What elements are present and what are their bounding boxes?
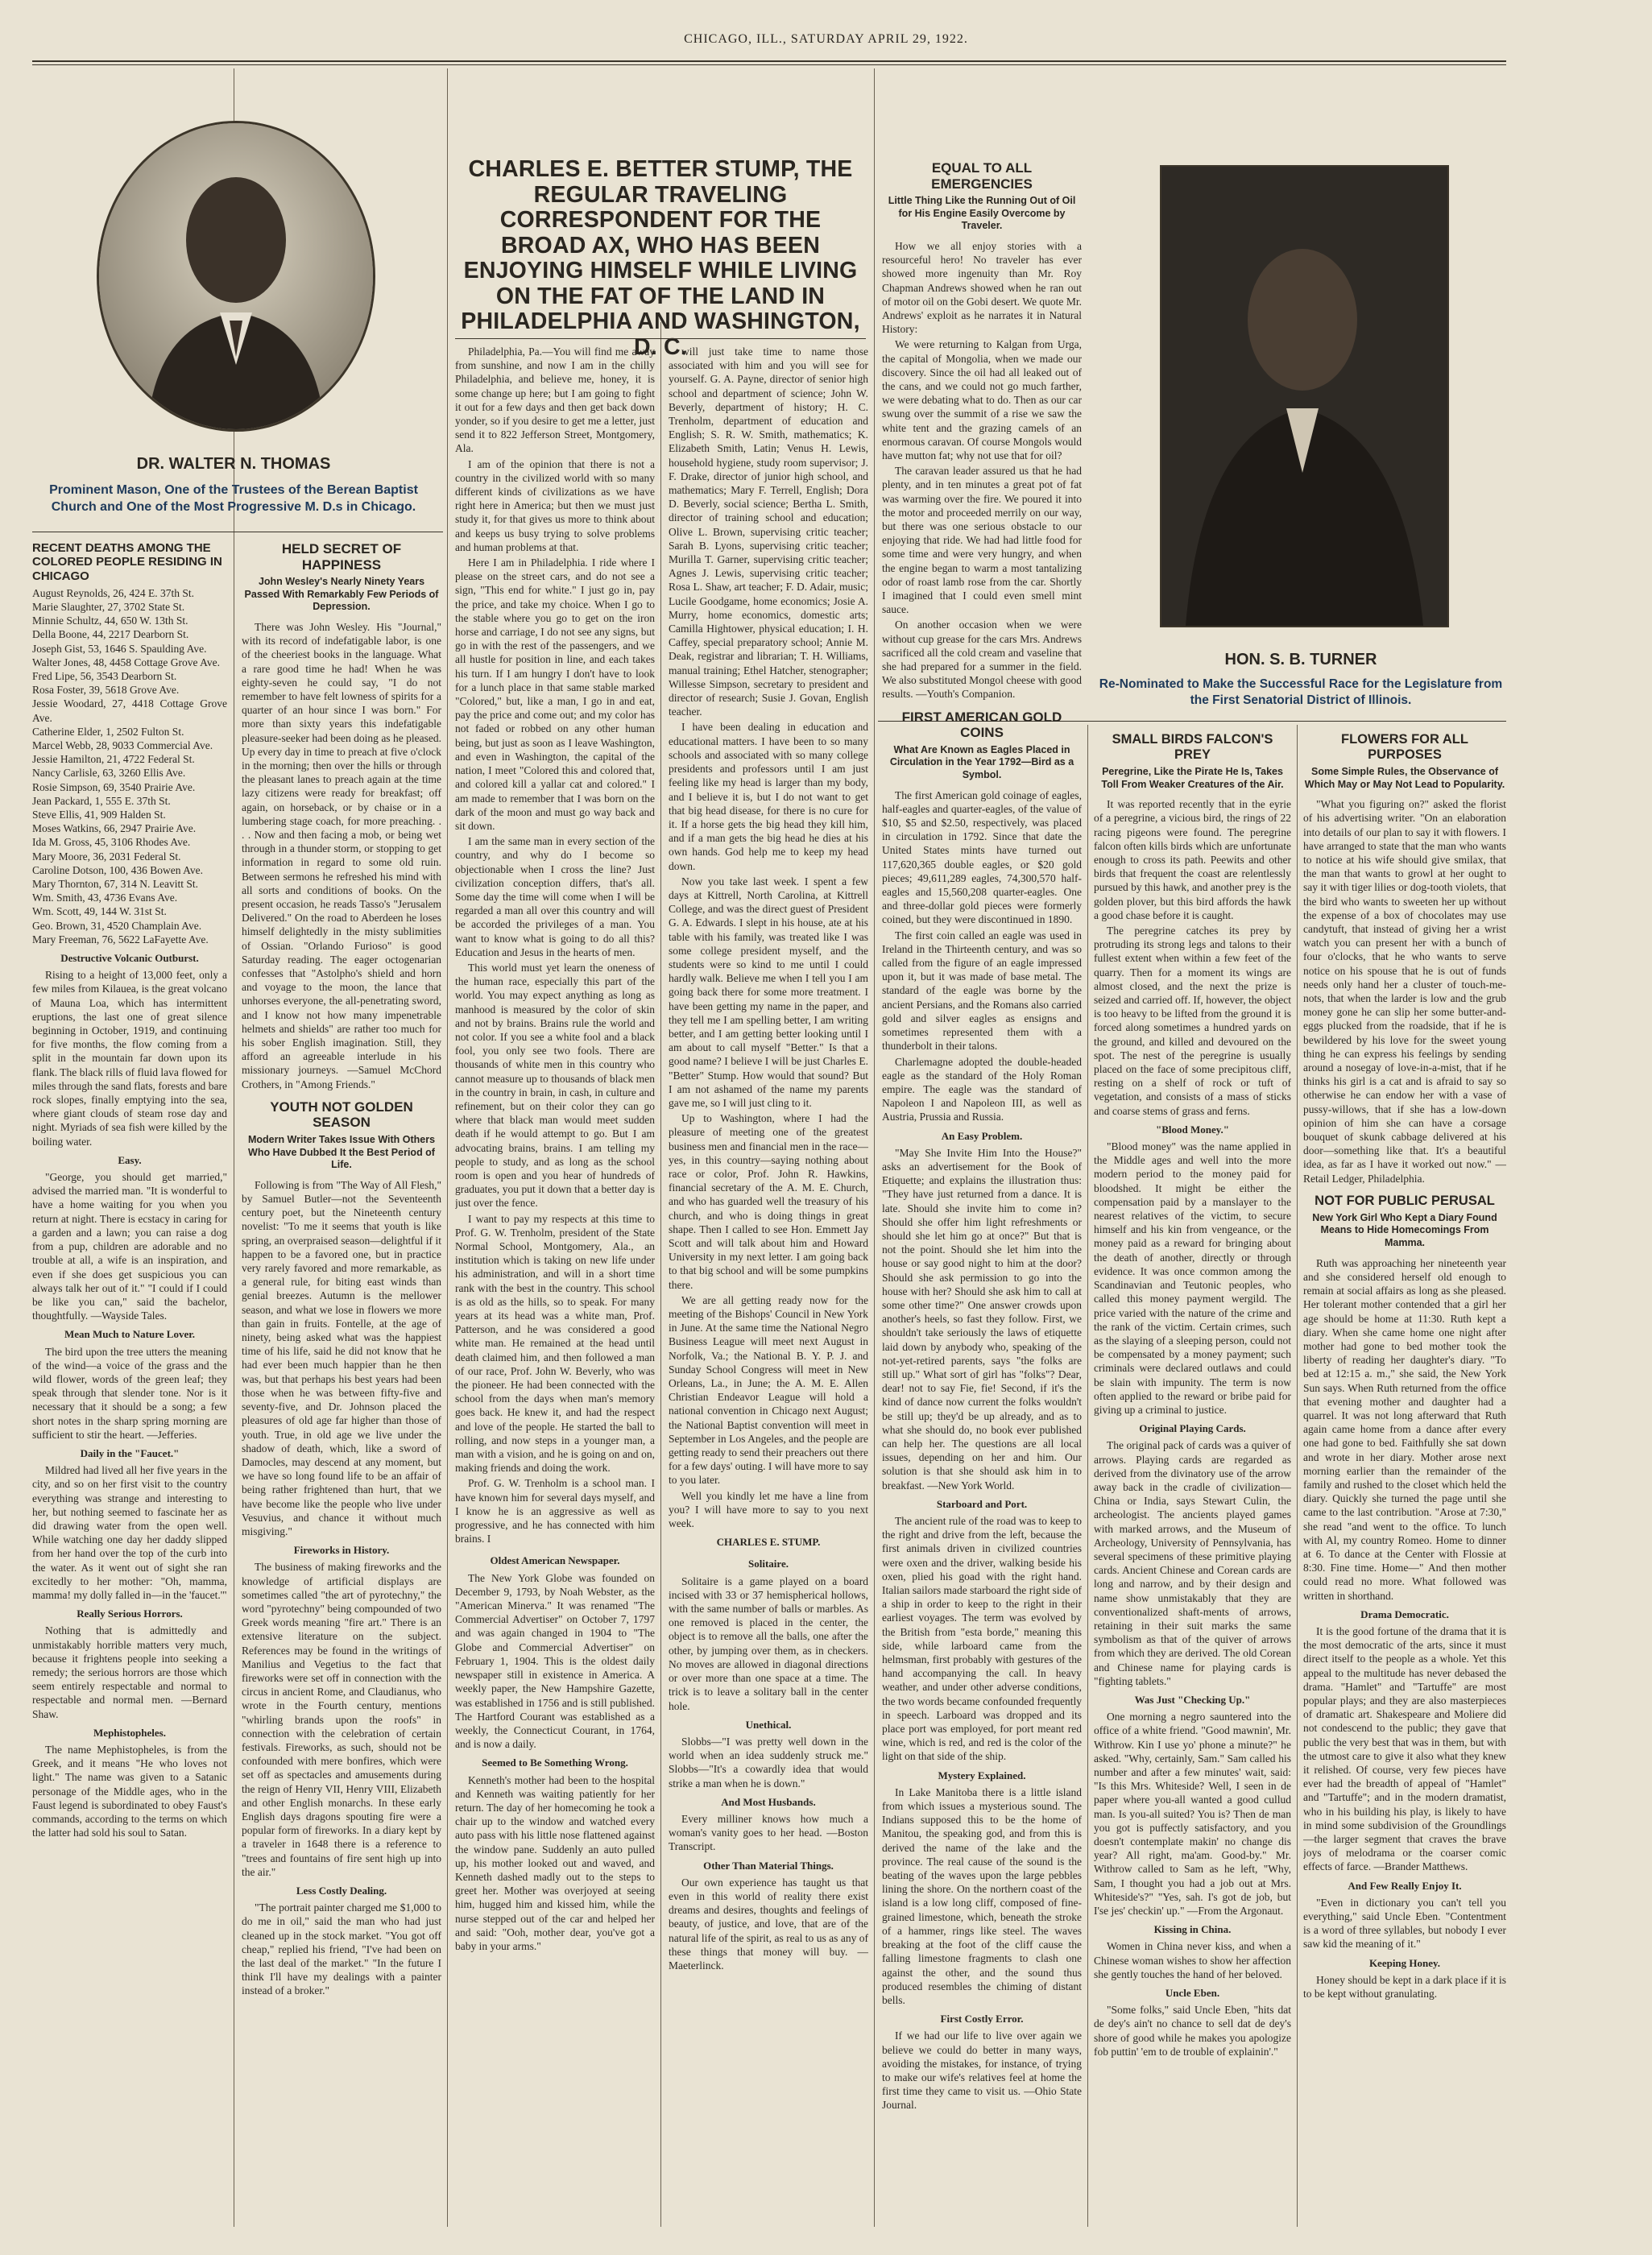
- column-rule: [660, 322, 661, 2227]
- enjoy-body: "Even in dictionary you can't tell you everything," said Uncle Eben. "Contentment is a word of three syllables, but nobody I ever saw kid the meaning of it.": [1303, 1896, 1506, 1951]
- checking-body: One morning a negro sauntered into the office of a white friend. "Good mawnin', Mr. Withrow. Kin I use yo' phone a minute?" he asked. "Why, certainly, Sam." Sam called his number and after a few minutes' wait, said: "Is this Mrs. Whiteside? Well, I seen in de paper where you-all wanted a good cullud man. Is you-all suited? You is? Then de man you got is puffectly satisfactory, and you doesn't contemplate makin' no change dis year? All right, ma'am. Good-by." Mr. Withrow called to Sam as he left, "Why, Sam, I thought you had a job out at Mrs. Whiteside's?" "Yes, sah. I's got de job, but I'se jes' checkin' up." —From the Argonaut.: [1094, 1711, 1291, 1918]
- gold-headline: FIRST AMERICAN GOLD COINS: [901, 709, 1062, 741]
- gold-paragraph: The first American gold coinage of eagles, half-eagles and quarter-eagles, of the value of $10, $5 and $2.50, respectively, was placed in circulation in 1792. Since that date the United States mints have turned out 117,620,365 double eagles, or $20 gold pieces; 49,611,289 eagles, 74,300,570 half-eagles and 15,560,208 quarter-eagles. One and three-dollar gold pieces were formerly coined, but they were discontinued in 1890.: [882, 788, 1082, 926]
- turner-name: HON. S. B. TURNER: [1224, 651, 1377, 668]
- emergencies-subhead: Little Thing Like the Running Out of Oil for His Engine Easily Overcome by Traveler.: [888, 195, 1076, 232]
- thomas-portrait-image: [99, 123, 373, 429]
- volcanic-headline: Destructive Volcanic Outburst.: [60, 952, 199, 965]
- emergencies-paragraph: We were returning to Kalgan from Urga, the capital of Mongolia, when we made our discovery. Since the oil had all leaked out of the cans, and we could not go much farther, we were debating what to do. Then as our car swung over the summit of a rise we saw the white tent and the grazing camels of an enormous caravan. Of course Mongols would have mutton fat; why not use that for oil?: [882, 338, 1082, 462]
- stump-paragraph: We are all getting ready now for the meeting of the Bishops' Council in New York in June. At the same time the National Negro Business League will meet next August in Norfolk, Va.; the National B. Y. P. J. and Sunday School Congress will meet in New Orleans, La., in June; the A. M. E. Allen Christian Endeavor League will hold a national convention in Chicago next August; the National Baptist convention will meet in September in Los Angeles, and the people are getting ready to send their preachers out there for a few days' outing. I will have more to say to you later.: [669, 1293, 868, 1487]
- emergencies-paragraph: The caravan leader assured us that he had plenty, and in ten minutes a great pot of fat was warming over the fire. We poured it into the motor and proceeded merrily on our way, but there was one serious obstacle to our enjoying that ride. We had had little food for some time and were very hungry, and when the engine began to warm a most tantalizing odor of roast lamb rose from the car. Shortly I imagined that I could even smell mint sauce.: [882, 465, 1082, 616]
- column-3: [455, 345, 655, 2225]
- dealing-headline: Less Costly Dealing.: [296, 1885, 387, 1897]
- golden-subhead: Modern Writer Takes Issue With Others Who Have Dubbed It the Best Period of Life.: [247, 1133, 436, 1171]
- death-entry: Walter Jones, 48, 4458 Cottage Grove Ave.: [32, 656, 220, 668]
- death-entry: Fred Lipe, 56, 3543 Dearborn St.: [32, 669, 177, 682]
- column-6: [1094, 729, 1291, 2225]
- wesley-body: There was John Wesley. His "Journal," with its record of indefatigable labor, is one of the cheeriest books in the language. What a rare good time he had! When he was eighty-seven he could say, "I do not remember to have felt lowness of spirits for a quarter of an hour since I was born." For more than sixty years this indefatigable pleasure-seeker had been doing as he pleased. Up every day in time to preach at five o'clock in the morning; then over the hills or through the pleasant lanes to preach again at the time lazy citizens were ready for breakfast; off again, on horseback, or by chaise or in a lumbering stage coach, for more preaching. . . . Now and then facing a mob, or being wet through in a thunder storm, or stopping to get information in regard to some old ruin. Between sermons he refreshed his mind with all sorts and conditions of books. On the present occasion, he reads Tasso's "Jerusalem Delivered." On the road to Aberdeen he loses himself delightedly in the misty sublimities of Ossian. "Orlando Furioso" is good Saturday reading. The eager octogenarian confesses that "Astolpho's shield and horn and voyage to the moon, the lance that unhorses everyone, the all-penetrating sword, and I know not how many impenetrable helmets and shields" are rather too much for his sober English imagination. Still, they afford an agreeable interlude in his missionary journeys. —Samuel McChord Crothers, in "Among Friends.": [242, 620, 441, 1090]
- stump-paragraph: I want to pay my respects at this time to Prof. G. W. Trenholm, president of the State Normal School, Montgomery, Ala., an institution which is taking on new life under his administration, and will in a short time rank with the best in the country. This school is as old as the hills, so to speak. For many years at its head was a white man, Prof. Patterson, and he was considered a good white man. He remained at the head until death claimed him, and then followed a man of our race, Prof. John W. Beverly, who was the pioneer. He had been connected with the school from the days when man's memory goes back. He knew it, and had the respect and love of the people. He started the ball to rolling, and now steps in a younger man, a man with a vision, and he is going on and on, making friends and doing the work.: [455, 1212, 655, 1475]
- golden-body: Following is from "The Way of All Flesh," by Samuel Butler—not the Seventeenth century poet, but the Nineteenth century novelist: "To me it seems that youth is like spring, an overpraised season—delightful if it happen to be a favored one, but in practice very rarely favored and more remarkable, as a general rule, for biting east winds than genial breezes. Autumn is the mellower season, and what we lose in flowers we more than gain in fruits. Fontelle, at the age of ninety, being asked what was the happiest time of his life, said he did not know that he had ever been much happier than he then was, but that perhaps his best years had been those when he was between fifty-five and seventy-five, and Dr. Johnson placed the pleasures of old age far higher than those of youth. True, in old age we live under the shadow of death, which, like a sword of Damocles, may descend at any moment, but we have so long found life to be an affair of being rather frightened than hurt, that we have become like the people who live under Vesuvius, and chance it without much misgiving.": [242, 1178, 441, 1537]
- death-entry: Mary Moore, 36, 2031 Federal St.: [32, 850, 181, 863]
- stump-paragraph: I am the same man in every section of the country, and why do I become so objectionable when I cross the line? Just civilization conception differs, that's all. Some day the time will come when I will be regarded a man all over this country and will be accorded the privileges of a man. You want to know what is going to do all this? Education and Jesus in the hearts of men.: [455, 835, 655, 958]
- faucet-body: Mildred had lived all her five years in the city, and so on her first visit to the country everything was strange and interesting to her, but nothing seemed to fascinate her as did drawing water from the open well. While watching one day her daddy slipped from her hand over the top of the curb into the water. As it went out of sight she ran excitedly to her mother: "Oh, mamma, mamma! my dolly falled in—in the 'faucet.'": [32, 1464, 227, 1601]
- ebon-headline: Uncle Eben.: [1165, 1987, 1220, 2000]
- honey-body: Honey should be kept in a dark place if it is to be kept without granulating.: [1303, 1973, 1506, 2001]
- death-entry: Jessie Woodard, 27, 4418 Cottage Grove Ave.: [32, 697, 227, 724]
- death-entry: Nancy Carlisle, 63, 3260 Ellis Ave.: [32, 767, 186, 780]
- death-entry: Catherine Elder, 1, 2502 Fulton St.: [32, 725, 184, 738]
- death-entry: Moses Watkins, 66, 2947 Prairie Ave.: [32, 822, 197, 835]
- starboard-body: The ancient rule of the road was to keep to the right and drive from the left, because the first animals driven in civilized countries were oxen and the driver, walking beside his oxen, plied his goad with the right hand. Italian sailors made starboard the right side of a ship in order to keep to the right in their earliest voyages. The term was evolved by the British from "esta borde," meaning this side, while larboard came from the helmsman, first probably with gestures of the hand accompanying the call. In heavy weather, and under other adverse conditions, the two words became confounded frequently in speech. Larboard was dropped and its place port was employed, for port meant red wine, which is red, and red is the color of the light on that side of the ship.: [882, 1515, 1082, 1763]
- turner-caption: Re-Nominated to Make the Successful Race for the Legislature from the First Senatorial District of Illinois.: [1099, 677, 1503, 707]
- stump-paragraph: I have been dealing in education and educational matters. I have been to so many schools and associated with so many college presidents and professors until I am just feeling like my head is larger than my body, and I believe it is, but I do not want to get that big head disease, for there is no cure for it. If a horse gets the big head they kill him, and if a man gets the big head he dies at his own hands. God help me to keep my head down.: [669, 721, 868, 872]
- turner-portrait-frame: [1160, 165, 1449, 627]
- turner-portrait-image: [1161, 167, 1447, 626]
- drama-body: It is the good fortune of the drama that it is the most democratic of the arts, since it must direct itself to the people as a whole. Yet this appeal to the multitude has never debased the drama. "Hamlet" and "Tartuffe" are most popular plays; and they are also masterpieces of dramatic art. Shakespeare and Moliere did not condescend to the public; they gave that public the very best that was in them, but with the utmost care to give it also what they knew it relished. Of course, very few pieces have ever had the breadth of appeal of "Hamlet" and "Tartuffe"; and in the modern dramatist, who in his building his play, is likely to have in mind some subdivision of the Groundlings—the larger segment that craves the brave joys of melodrama or the coarser comic effects of farce. —Brander Matthews.: [1303, 1625, 1506, 1873]
- cards-headline: Original Playing Cards.: [1139, 1422, 1246, 1435]
- death-entry: Wm. Smith, 43, 4736 Evans Ave.: [32, 892, 178, 904]
- newspaper-headline: Oldest American Newspaper.: [490, 1554, 620, 1567]
- stump-paragraph: Prof. G. W. Trenholm is a school man. I have known him for several days myself, and I know he is an aggressive as well as progressive, and he has connected with him brains. I: [455, 1477, 655, 1545]
- death-entry: Della Boone, 44, 2217 Dearborn St.: [32, 628, 189, 641]
- flowers-headline: FLOWERS FOR ALL PURPOSES: [1341, 732, 1468, 762]
- death-entry: Geo. Brown, 31, 4520 Champlain Ave.: [32, 919, 202, 932]
- birds-headline: SMALL BIRDS FALCON'S PREY: [1112, 732, 1273, 762]
- birds-paragraph: It was reported recently that in the eyrie of a peregrine, a vicious bird, the rings of 22 racing pigeons were found. The peregrine falcon often kills birds which are unfortunate enough to cross its path. Peewits and other birds that frequent the coast are relentlessly pursued by this hawk, and another prey is the golden plover, but this bird affords the hawk a good chase before it is caught.: [1094, 798, 1291, 921]
- stump-paragraph: I am of the opinion that there is not a country in the civilized world with so many different kinds of civilizations as we have right here in America; but then we must just study it, for that gives us more to think about and keeps us busy trying to solve problems and human problems at that.: [455, 457, 655, 553]
- perusal-headline: NOT FOR PUBLIC PERUSAL: [1315, 1193, 1495, 1208]
- death-entry: Marie Slaughter, 27, 3702 State St.: [32, 600, 185, 613]
- treasures-headline: Other Than Material Things.: [703, 1859, 834, 1872]
- unethical-headline: Unethical.: [745, 1718, 792, 1731]
- death-entry: August Reynolds, 26, 424 E. 37th St.: [32, 586, 195, 599]
- thomas-caption: Prominent Mason, One of the Trustees of the Berean Baptist Church and One of the Most Progressive M. D.s in Chicago.: [49, 483, 418, 514]
- thomas-portrait-frame: [97, 121, 375, 432]
- fireworks-body: The business of making fireworks and the knowledge of artificial displays are sometimes called "the art of pyrotechny," the word "pyrotechny" being compounded of two Greek words meaning "fire art." There is an extensive literature on the subject. References may be found in the writings of Manilius and Vegetius to the fact that fireworks were set off in connection with the circus in ancient Rome, and Claudianus, who wrote in the Fourth century, mentions "whirling brands upon the roofs" in connection with the celebration of certain festivals. Fireworks, as such, should not be confounded with mere bonfires, which were set off as spectacles and amusements during the reign of Henry VII, Henry VIII, Elizabeth and other English monarchs. In these early English days dragons spouting fire were a popular form of fireworks. In a diary kept by a traveler in 1648 there is a reference to "trees and fountains of fire sent high up into the air.": [242, 1561, 441, 1878]
- fireworks-headline: Fireworks in History.: [293, 1544, 390, 1557]
- horrors-headline: Really Serious Horrors.: [77, 1607, 183, 1620]
- easy-headline: Easy.: [118, 1153, 142, 1166]
- gold-paragraph: The first coin called an eagle was used in Ireland in the Thirteenth century, and was so called from the figure of an eagle impressed upon it, but it was made of base metal. The standard of the eagle was borne by the ancient Persians, and the Romans also carried gold and silver eagles as ensigns and sometimes represented them with a thunderbolt in their talons.: [882, 929, 1082, 1053]
- mephisto-headline: Mephistopheles.: [93, 1726, 166, 1739]
- stump-paragraph: Philadelphia, Pa.—You will find me away from sunshine, and now I am in the chilly Philadelphia, and believe me, honey, it is some change up here; but I am going to fight it out for a few days and then get back down yonder, so if you desire to get me a letter, just send it to 822 Jefferson Street, Montgomery, Ala.: [455, 345, 655, 455]
- cards-body: The original pack of cards was a quiver of arrows. Playing cards are regarded as derived from the divinatory use of the arrow away back in the cradle of civilization—China or India, says Stewart Culin, the archeologist. The ancients played games with marked arrows, and the Museum of Archeology, University of Pennsylvania, has several specimens of these primitive playing cards. Ancient Chinese and Corean cards are long and narrow, and by their design and name show unmistakably that they are conventionalized shaft-ments of arrows, retaining in their suit marks the same symbolism as that of the quiver of arrows from which they are derived. The old Corean and Chinese name for playing cards is "fighting tablets.": [1094, 1439, 1291, 1687]
- dealing-body: "The portrait painter charged me $1,000 to do me in oil," said the man who had just cleaned up in the stock market. "You got off cheap," replied his friend, "I've had been on the last deal of the market." "In the future I think I'll have my dealings with a painter instead of a broker.": [242, 1901, 441, 1997]
- thomas-name: DR. WALTER N. THOMAS: [136, 455, 331, 473]
- wesley-subhead: John Wesley's Nearly Ninety Years Passed With Remarkably Few Periods of Depression.: [244, 576, 439, 613]
- column-7: [1303, 729, 1506, 2225]
- death-entry: Caroline Dotson, 100, 436 Bowen Ave.: [32, 863, 203, 876]
- death-entry: Rosa Foster, 39, 5618 Grove Ave.: [32, 684, 180, 697]
- stump-headline: CHARLES E. BETTER STUMP, THE REGULAR TRAVELING CORRESPONDENT FOR THE BROAD AX, WHO HAS BEEN ENJOYING HIMSELF WHILE LIVING ON THE FAT OF THE LAND IN PHILADELPHIA AND WASHINGTON, D. C.: [461, 156, 860, 360]
- error-headline: First Costly Error.: [940, 2013, 1024, 2025]
- emergencies-headline: EQUAL TO ALL EMERGENCIES: [931, 160, 1033, 192]
- death-entry: Mary Thornton, 67, 314 N. Leavitt St.: [32, 878, 198, 891]
- perusal-subhead: New York Girl Who Kept a Diary Found Means to Hide Homecomings From Mamma.: [1312, 1211, 1497, 1249]
- flowers-body: "What you figuring on?" asked the florist of his advertising writer. "On an elaboration into details of our plan to say it with flowers. I have arranged to state that the man who wants to notice at his wife should give smilax, that the man that wants to growl at her ought to say it with tiger lilies or dog-tooth violets, that the bird who wants to sweeten her up without the expense of a box of chocolates may use candytuft, that instead of giving her a wrist watch you can present her with a bunch of four o'clocks, that he who wants to serve notice on his spouse that he is out of funds needs only hand her a cluster of touch-me-nots, that when the larder is low and the grub money gone he can slip her some butter-and-eggs plucked from the roadside, that if he is bewildered by his love for the sweet young thing he can express his feelings by sending around a nosegay of love-in-a-mist, that if he thinks his girl is a cat and is afraid to say so otherwise he can endow her with a vase of pussy-willows, that if she has a low-down opinion of him she can have a corsage bouquet of skunk cabbage delivered at his door—something like that. It's a beautiful idea, as far as I have it worked out now." —Retail Ledger, Philadelphia.: [1303, 798, 1506, 1185]
- solitaire-body: Solitaire is a game played on a board incised with 33 or 37 hemispherical hollows, with the same number of balls or marbles. As one removed is placed in the center, the object is to remove all the balls, one after the other, by jumping over them, as in checkers. No moves are allowed in diagonal directions or over more than one space at a time. The trick is to leave a solitary ball in the center hole.: [669, 1574, 868, 1712]
- death-entry: Wm. Scott, 49, 144 W. 31st St.: [32, 905, 167, 918]
- death-entry: Minnie Schultz, 44, 650 W. 13th St.: [32, 614, 188, 627]
- wrong-body: Kenneth's mother had been to the hospital and Kenneth was waiting patiently for her return. The day of her homecoming he took a chair up to the window and watched every auto pass with his little nose flattened against the window pane. Suddenly an auto pulled up, his mother looked out and waved, and Kenneth dashed madly out to the steps to greet her. Mother was overjoyed at seeing him, hugged him and kissed him, while the nurse stepped out of the car and helped her and said: "Ooh, mother dear, you've got a baby in your arms.": [455, 1773, 655, 1952]
- column-4: [669, 345, 868, 2225]
- checking-headline: Was Just "Checking Up.": [1134, 1693, 1251, 1706]
- stump-paragraph: Now you take last week. I spent a few days at Kittrell, North Carolina, at Kittrell College, and was the direct guest of President G. A. Edwards. I slept in his house, ate at his table with his family, was treated like I was some college president myself, and the students were so kind to me until I could hardly walk. Believe me when I tell you I am going back there for some more treatment. I have been getting my name in the paper, and they tell me I am spelling better, I am writing better, and I am getting better looking until I am about to call myself "Better." Is that a good name? I believe I will be just Charles E. "Better" Stump. How would that sound? But I am not ashamed of the name my parents gave me, so I will just cling to it.: [669, 875, 868, 1109]
- easy-body: "George, you should get married," advised the married man. "It is wonderful to have a home waiting for you when you return at night. There is ecstacy in caring for a garden and a lawn; you can raise a dog from a pup, children are adorable and no trouble at all, a wife is an inspiration, and even if she does get suspicious you can always talk her out of it." "I could if I could be like you can," said the bachelor, thoughtfully. —Wayside Tales.: [32, 1171, 227, 1322]
- death-entry: Jean Packard, 1, 555 E. 37th St.: [32, 794, 171, 807]
- deaths-headline: RECENT DEATHS AMONG THE COLORED PEOPLE RESIDING IN CHICAGO: [32, 541, 222, 583]
- enjoy-headline: And Few Really Enjoy It.: [1348, 1879, 1462, 1892]
- stump-paragraph: This world must yet learn the oneness of the human race, especially this part of the world. You may expect anything as long as manhood is measured by the color of skin and not by brains. Brains rule the world and not color. If you see a white fool and a black fool, you only see two fools. There are thousands of white men in this country who cannot measure up to thousands of black men in the country in brain, in cash, in culture and refinement, but on their color they can go where that black man would meet sudden death if he would attempt to go. But I am advocating brains, brains. I am telling my people to study, and as long as the school room is open and you hear of hundreds of graduates, you put it down that a better day is just over the fence.: [455, 961, 655, 1210]
- column-rule: [874, 68, 875, 2227]
- wesley-headline: HELD SECRET OF HAPPINESS: [281, 541, 402, 573]
- deaths-list: [32, 586, 227, 946]
- death-entry: Ida M. Gross, 45, 3106 Rhodes Ave.: [32, 836, 191, 849]
- husbands-headline: And Most Husbands.: [721, 1795, 816, 1808]
- birds-subhead: Peregrine, Like the Pirate He Is, Takes Toll From Weaker Creatures of the Air.: [1101, 765, 1284, 790]
- death-entry: Steve Ellis, 41, 909 Halden St.: [32, 809, 166, 821]
- wrong-headline: Seemed to Be Something Wrong.: [482, 1756, 628, 1769]
- death-entry: Joseph Gist, 53, 1646 S. Spaulding Ave.: [32, 642, 207, 655]
- kissing-body: Women in China never kiss, and when a Chinese woman wishes to show her affection she gently touches the hand of her beloved.: [1094, 1940, 1291, 1980]
- death-entry: Rosie Simpson, 69, 3540 Prairie Ave.: [32, 780, 196, 793]
- stump-signature: CHARLES E. STUMP.: [716, 1536, 821, 1549]
- unethical-body: Slobbs—"I was pretty well down in the world when an idea suddenly struck me." Slobbs—"It's a cowardly idea that would strike a man when he is down.": [669, 1735, 868, 1790]
- volcanic-body: Rising to a height of 13,000 feet, only a few miles from Kilauea, is the great volcano of Mauna Loa, which has intermittent eruptions, the last one of great silence beginning in October, 1919, and continuing for five months, the flow coming from a split in the mountain far down upon its flank. The black rills of fluid lava flowed for miles through the sand flats, forests and bare rock slopes, finally emptying into the sea, where giant clouds of steam rose day and night. Myriads of sea fish were killed by the boiling water.: [32, 969, 227, 1148]
- nature-headline: Mean Much to Nature Lover.: [64, 1328, 196, 1341]
- stump-paragraph: Well you kindly let me have a line from you? I will have more to say to you next week.: [669, 1489, 868, 1530]
- faucet-headline: Daily in the "Faucet.": [80, 1446, 180, 1459]
- horrors-body: Nothing that is admittedly and unmistakably horrible matters very much, because it frightens people into seeking a remedy; the serious horrors are those which seem entirely respectable and normal to respectable and normal men. —Bernard Shaw.: [32, 1624, 227, 1720]
- stump-paragraph: Here I am in Philadelphia. I ride where I please on the street cars, and do not see a sign, "This end for white." I just go in, pay the price, and take my choice. When I go to the stable where you go to get on the iron horse and carriage, I do not see any signs, but go in with the rest of the passengers, and we all hustle for position in line, and each takes his turn. If I am hungry I don't have to look for a lunch place in that same stable marked "Colored," but, like a man, I go in and eat, pay the price and come out; and my color has not faded or robbed on any other human being, but just as soon as I leave Washington, and even in Washington, the capital of the nation, I meet "Colored this and colored that, and colored kill a yallar cat and colored." I am made to remember that I was born on the dark of the moon and must go way back and sit down.: [455, 557, 655, 832]
- masthead-rule-thin: [32, 64, 1506, 65]
- husbands-body: Every milliner knows how much a woman's vanity goes to her head. —Boston Transcript.: [669, 1812, 868, 1853]
- death-entry: Marcel Webb, 28, 9033 Commercial Ave.: [32, 739, 213, 751]
- problem-body: "May She Invite Him Into the House?" asks an advertisement for the Book of Etiquette; and explains the illustration thus: "They have just returned from a dance. It is late. Should she invite him to come in? Should she offer him light refreshments or should she let him go at once?" But that is not the point. Should she let him into the house or say good night to him at the door? Should she ask permission to go into the house with her? Should she ask him to call at some other time?" One answer crowds upon another's heels, so fast they follow. First, we shouldn't take seriously the laws of etiquette laid down by anybody who, speaking of the not-yet-retired parents, says "the folks are still up." What sort of girl has "folks"? Dear, dear! not to say Fie, fie! Second, if it's the kind of dance now current the folks wouldn't be still up; they'd be up already, and as to what she should do, no book ever published can help her. The questions are all local issues, depending on her and him. Our solution is that she should ask him in to breakfast. —New York World.: [882, 1146, 1082, 1492]
- mystery-headline: Mystery Explained.: [938, 1769, 1026, 1781]
- error-body: If we had our life to live over again we believe we could do better in many ways, avoiding the mistakes, for instance, of trying to make our wife's relatives feel at home the first time they came to visit us. —Ohio State Journal.: [882, 2030, 1082, 2112]
- mystery-body: In Lake Manitoba there is a little island from which issues a mysterious sound. The Indians supposed this to be the home of Manitou, the speaking god, and from this is derived the name of the lake and the province. The real cause of the sound is the beating of the waves upon the large pebbles lining the shore. On the northern coast of the island is a low long cliff, composed of fine-grained limestone, which, beneath the stroke of a hammer, rings like steel. The waves breaking at the foot of the cliff cause the falling limestone fragments to clash one against the other, and the sound thus produced resembles the chiming of distant bells.: [882, 1785, 1082, 2006]
- honey-headline: Keeping Honey.: [1368, 1956, 1441, 1969]
- emergencies-paragraph: How we all enjoy stories with a resourceful hero! No traveler has ever showed more ingenuity than Mr. Roy Chapman Andrews showed when he ran out of motor oil on the Gobi desert. We quote Mr. Andrews' exploit as he narrates it in Natural History:: [882, 239, 1082, 336]
- emergencies-paragraph: On another occasion when we were without cup grease for the cars Mrs. Andrews sacrificed all the cold cream and vaseline that she had prepared for a summer in the field. We also substituted Mongol cheese with good results. —Youth's Companion.: [882, 619, 1082, 701]
- stump-paragraph: Up to Washington, where I had the pleasure of meeting one of the greatest business men and financial men in the race—yes, in this country—saying nothing about race or color, Prof. John R. Hawkins, financial secretary of the A. M. E. Church, and who has guarded well the treasury of his church, and who is doing things in great shape. Then I called to see Hon. Emmett Jay Scott and will talk about him and Howard University in my next letter. I am going back to that big school and will be some pumpkins there.: [669, 1112, 868, 1291]
- death-entry: Jessie Hamilton, 21, 4722 Federal St.: [32, 753, 195, 766]
- nature-body: The bird upon the tree utters the meaning of the wind—a voice of the grass and the wild flower, words of the green leaf; they speak through that slender tone. Nor is it necessary that it should be a song; a few short notes in the sharp spring morning are sufficient to stir the heart. —Jefferies.: [32, 1345, 227, 1441]
- column-2: [242, 538, 441, 2225]
- blood-headline: "Blood Money.": [1156, 1123, 1229, 1136]
- birds-paragraph: The peregrine catches its prey by protruding its strong legs and talons to their fullest extent when within a few feet of the quarry. Then for a moment its wings are almost closed, and the next the prize is seized and carried off. If, however, the object is too heavy to be lifted from the ground it is forced along sometimes a hundred yards on the ground, and killed and devoured on the spot. The nest of the peregrine is usually placed on the face of some precipitous cliff, resting on a shelf of rock or tuft of vegetation, and consists of a mass of sticks and coarse stems of grass and ferns.: [1094, 925, 1291, 1117]
- golden-headline: YOUTH NOT GOLDEN SEASON: [270, 1099, 413, 1131]
- ebon-body: "Some folks," said Uncle Eben, "hits dat de dey's ain't no chance to sell dat de dey's shore of good while he makes you apologize fob puttin' 'em to de trouble of explainin'.": [1094, 2004, 1291, 2058]
- gold-subhead: What Are Known as Eagles Placed in Circulation in the Year 1792—Bird as a Symbol.: [889, 743, 1074, 781]
- column-rule: [1087, 725, 1088, 2227]
- masthead-rule: [32, 60, 1506, 62]
- mephisto-body: The name Mephistopheles, is from the Greek, and it means "He who loves not light." The name was given to a Satanic personage of the Middle ages, who in the Faust legend is subordinated to obey Faust's commands, according to the terms on which the latter had sold his soul to Satan.: [32, 1744, 227, 1839]
- stump-rule: [455, 338, 866, 339]
- dateline: CHICAGO, ILL., SATURDAY APRIL 29, 1922.: [684, 32, 968, 46]
- death-entry: Mary Freeman, 76, 5622 LaFayette Ave.: [32, 933, 209, 945]
- column-1: [32, 538, 227, 2225]
- kissing-headline: Kissing in China.: [1153, 1923, 1232, 1936]
- flowers-subhead: Some Simple Rules, the Observance of Which May or May Not Lead to Popularity.: [1304, 765, 1505, 790]
- column-5: [882, 157, 1082, 2225]
- drama-headline: Drama Democratic.: [1360, 1607, 1449, 1620]
- starboard-headline: Starboard and Port.: [936, 1497, 1028, 1510]
- blood-body: "Blood money" was the name applied in the Middle ages and well into the more modern period to the money paid for bloodshed. It might be either the compensation paid by a manslayer to the nearest relatives of the victim, to secure himself and his kin from vengeance, or the money paid as a reward for bringing about the death of another, directly or through evidence. It was once common among the Scandinavian and Teutonic peoples, who called this money payment wergild. The price varied with the nature of the crime and the rank of the victim. Certain crimes, such as the slaying of a sleeping person, could not be compensated by a money payment; such criminals were declared outlaws and could be slain with impunity. The term is now often applied to the reward or bribe paid for giving up a criminal to justice.: [1094, 1140, 1291, 1416]
- column-rule: [447, 68, 448, 2227]
- problem-headline: An Easy Problem.: [941, 1129, 1023, 1142]
- column-rule: [1297, 725, 1298, 2227]
- perusal-body: Ruth was approaching her nineteenth year and she considered herself old enough to remain at social affairs as long as she pleased. Her tolerant mother contended that a girl her age should be home at 11:30. Ruth kept a diary. When she came home one night after mother had gone to bed mother took the liberty of reading her daughter's diary. "To bed at 12:15 a. m.," she said, the New York Sun says. When Ruth returned from the office that evening mother and daughter had a quarrel. It was not long afterward that Ruth again came home from a dance after every one had gone to bed. Faithfully she sat down and wrote in her diary. Mother arose next morning earlier than the remainder of the family and rushed to the closet which held the diary. Quickly she turned the page until she came to the last contribution. "Arose at 7:30," she read "and went to the office. To lunch with Al, my country Romeo. Home to dinner at 6. To dance at the Center with Flossie at 8:30. Fine time. Home—" And then mother could read no more. What followed was written in shorthand.: [1303, 1256, 1506, 1602]
- solitaire-headline: Solitaire.: [748, 1558, 789, 1570]
- newspaper-body: The New York Globe was founded on December 9, 1793, by Noah Webster, as the "American Minerva." It was renamed "The Commercial Advertiser" on October 7, 1797 and was again changed in 1904 to "The Globe and Commercial Advertiser" on February 1, 1904. This is the oldest daily newspaper still in existence in America. A weekly paper, the New Hampshire Gazette, was established in 1756 and is still published. The Hartford Courant was established as a weekly, the Connecticut Courant, in 1764, and is now a daily.: [455, 1571, 655, 1751]
- gold-paragraph: Charlemagne adopted the double-headed eagle as the standard of the Holy Roman empire. The eagle was the standard of Napoleon I and Napoleon III, as well as Austria, Prussia and Russia.: [882, 1055, 1082, 1123]
- stump-paragraph: will just take time to name those associated with him and you will see for yourself. G. A. Payne, director of senior high school and department of science; John W. Beverly, department of history; H. C. Trenholm, department of education and English; S. R. W. Smith, mathematics; K. Elizabeth Smith, Latin; Venus H. Lewis, household hygiene, study room supervisor; J. F. Drake, director of junior high school, and mathematics; Mary F. Terrell, English; Dora D. Beverly, social science; Bertha L. Smith, director of training school and education; Olive L. Brown, supervising critic teacher; Sarah B. Lyons, supervising critic teacher; Murilla T. Garner, supervising critic teacher; Agnes J. Lewis, supervising critic teacher; Rosa L. Shaw, art teacher; F. D. Adair, music; Lucile Goodgame, home economics; Josie A. Murry, home economics, domestic arts; Camilla Hightower, physical education; I. H. Caffey, special preparatory school; Annie M. Deak, registrar and librarian; T. H. Williams, manual training; Ethel Hatcher, stenographer; Willesse Simpson, secretary to president and director of research; Susie J. Govan, English teacher.: [669, 345, 868, 718]
- treasures-body: Our own experience has taught us that even in this world of reality there exist dreams and desires, thoughts and feelings of beauty, of justice, and love, that are of the natural life of the spirit, as real to us as any of these things that money will buy. —Maeterlinck.: [669, 1876, 868, 1972]
